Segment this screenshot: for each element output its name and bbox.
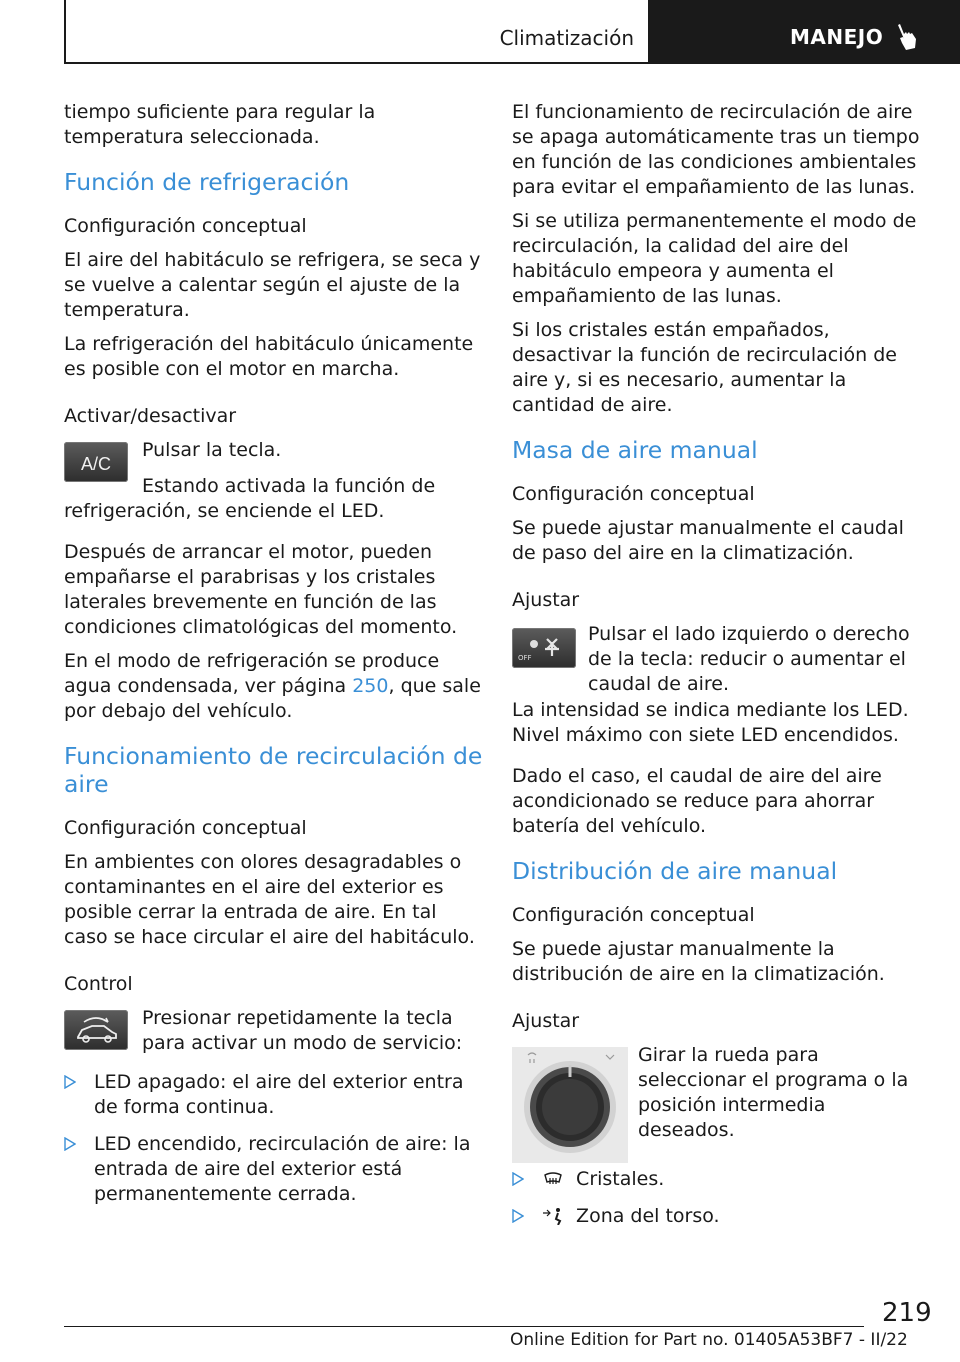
cooling-toggle-heading: Activar/desactivar xyxy=(64,405,237,427)
distribution-concept-paragraph: Se puede ajustar manualmente la distribución de aire en la climatización. xyxy=(512,938,885,985)
recirc-permanent-paragraph: Si se utiliza permanentemente el modo de recirculación, la calidad del aire del habitáculo empeora y aumenta el empañamiento de las lunas. xyxy=(512,210,917,307)
cooling-concept-paragraph-2: La refrigeración del habitáculo únicamente es posible con el motor en marcha. xyxy=(64,333,474,380)
left-column xyxy=(64,100,484,1219)
fan-icon xyxy=(512,628,576,668)
cooling-toggle-paragraph-2 xyxy=(64,474,484,524)
airmass-battery-paragraph: Dado el caso, el caudal de aire del aire acondicionado se reduce para ahorrar batería del vehículo. xyxy=(512,765,882,837)
page-reference-link[interactable]: 250 xyxy=(352,675,389,697)
recirculation-mode-list xyxy=(64,1070,484,1207)
distribution-adjust-heading: Ajustar xyxy=(512,1010,580,1032)
list-item xyxy=(512,1204,928,1229)
triangle-bullet-icon xyxy=(64,1075,76,1089)
airmass-concept-paragraph: Se puede ajustar manualmente el caudal de paso del aire en la climatización. xyxy=(512,517,904,564)
cooling-concept-heading: Configuración conceptual xyxy=(64,215,307,237)
airmass-adjust-block xyxy=(512,622,928,698)
recirculation-concept-paragraph: En ambientes con olores desagradables o contaminantes en el aire del exterior es posible cerrar la entrada de aire. En tal caso se hace circular el aire del habitáculo. xyxy=(64,851,475,948)
header-chapter-title: MANEJO xyxy=(790,25,884,49)
cooling-toggle-paragraph-2-text: Estando activada la función de refrigeración, se enciende el LED. xyxy=(64,475,436,522)
cooling-heading: Función de refrigeración xyxy=(64,168,350,196)
airmass-heading: Masa de aire manual xyxy=(512,436,758,464)
cooling-paragraph-4-b: , que sale por debajo del vehículo. xyxy=(64,675,481,722)
airmass-led-paragraph: La intensidad se indica mediante los LED. Nivel máximo con siete LED encendidos. xyxy=(512,699,909,746)
airmass-adjust-paragraph: Pulsar el lado izquierdo o derecho de la tecla: reducir o aumentar el caudal de aire. xyxy=(588,623,910,695)
distribution-adjust-paragraph: Girar la rueda para seleccionar el programa o la posición intermedia deseados. xyxy=(638,1044,909,1141)
rotary-dial-icon xyxy=(512,1047,628,1163)
triangle-bullet-icon xyxy=(512,1172,524,1186)
cooling-paragraph-4 xyxy=(64,649,484,724)
ac-button-label: A/C xyxy=(80,454,111,474)
triangle-bullet-icon xyxy=(64,1137,76,1151)
header-section-title: Climatización xyxy=(499,26,634,50)
distribution-adjust-block xyxy=(512,1043,928,1163)
recirculation-control-paragraph: Presionar repetidamente la tecla para activar un modo de servicio: xyxy=(142,1007,463,1054)
list-item-text: Cristales. xyxy=(576,1168,665,1190)
recirculation-control-block xyxy=(64,1006,484,1056)
header-chapter-box xyxy=(650,0,960,64)
fan-off-label: OFF xyxy=(518,654,532,662)
recirculation-concept-heading: Configuración conceptual xyxy=(64,817,307,839)
intro-paragraph: tiempo suficiente para regular la temperatura seleccionada. xyxy=(64,101,376,148)
list-item xyxy=(512,1167,928,1192)
recirc-auto-off-paragraph: El funcionamiento de recirculación de aire se apaga automáticamente tras un tiempo en función de las condiciones ambientales para evitar el empañamiento de las lunas. xyxy=(512,101,920,198)
list-item xyxy=(64,1132,484,1207)
triangle-bullet-icon xyxy=(512,1209,524,1223)
cooling-toggle-block xyxy=(64,438,484,480)
fan-button-image xyxy=(512,628,576,668)
list-item-text: LED apagado: el aire del exterior entra de forma continua. xyxy=(94,1071,464,1118)
right-column xyxy=(512,100,928,1241)
distribution-concept-heading: Configuración conceptual xyxy=(512,904,755,926)
ac-button-image xyxy=(64,442,128,482)
header-section-box xyxy=(64,0,650,64)
cooling-paragraph-3: Después de arrancar el motor, pueden empañarse el parabrisas y los cristales laterales brevemente en función de las condiciones climatológicas del momento. xyxy=(64,541,458,638)
footer-edition: Online Edition for Part no. 01405A53BF7 - II/22 xyxy=(510,1330,908,1350)
cooling-paragraph-4-a: En el modo de refrigeración se produce agua condensada, ver página xyxy=(64,650,440,697)
cooling-toggle-paragraph-1: Pulsar la tecla. xyxy=(142,439,282,461)
recirculation-heading: Funcionamiento de recirculación de aire xyxy=(64,742,483,798)
airmass-concept-heading: Configuración conceptual xyxy=(512,483,755,505)
recirc-fogged-paragraph: Si los cristales están empañados, desactivar la función de recirculación de aire y, si es necesario, aumentar la cantidad de aire. xyxy=(512,319,897,416)
page-number: 219 xyxy=(882,1298,932,1328)
list-item-text: LED encendido, recirculación de aire: la entrada de aire del exterior está permanentemente cerrada. xyxy=(94,1133,471,1205)
hand-pointer-icon xyxy=(896,22,920,52)
airmass-adjust-heading: Ajustar xyxy=(512,589,580,611)
distribution-dial-image xyxy=(512,1047,628,1163)
footer-divider xyxy=(64,1326,864,1327)
upper-body-airflow-icon xyxy=(542,1207,564,1225)
distribution-mode-list xyxy=(512,1167,928,1229)
distribution-heading: Distribución de aire manual xyxy=(512,857,838,885)
windshield-defrost-icon xyxy=(542,1170,564,1188)
list-item xyxy=(64,1070,484,1120)
recirculation-button-image xyxy=(64,1010,128,1050)
recirculation-car-icon xyxy=(64,1010,128,1050)
cooling-concept-paragraph-1: El aire del habitáculo se refrigera, se seca y se vuelve a calentar según el ajuste de la temperatura. xyxy=(64,249,481,321)
recirculation-control-heading: Control xyxy=(64,973,133,995)
list-item-text: Zona del torso. xyxy=(576,1205,720,1227)
